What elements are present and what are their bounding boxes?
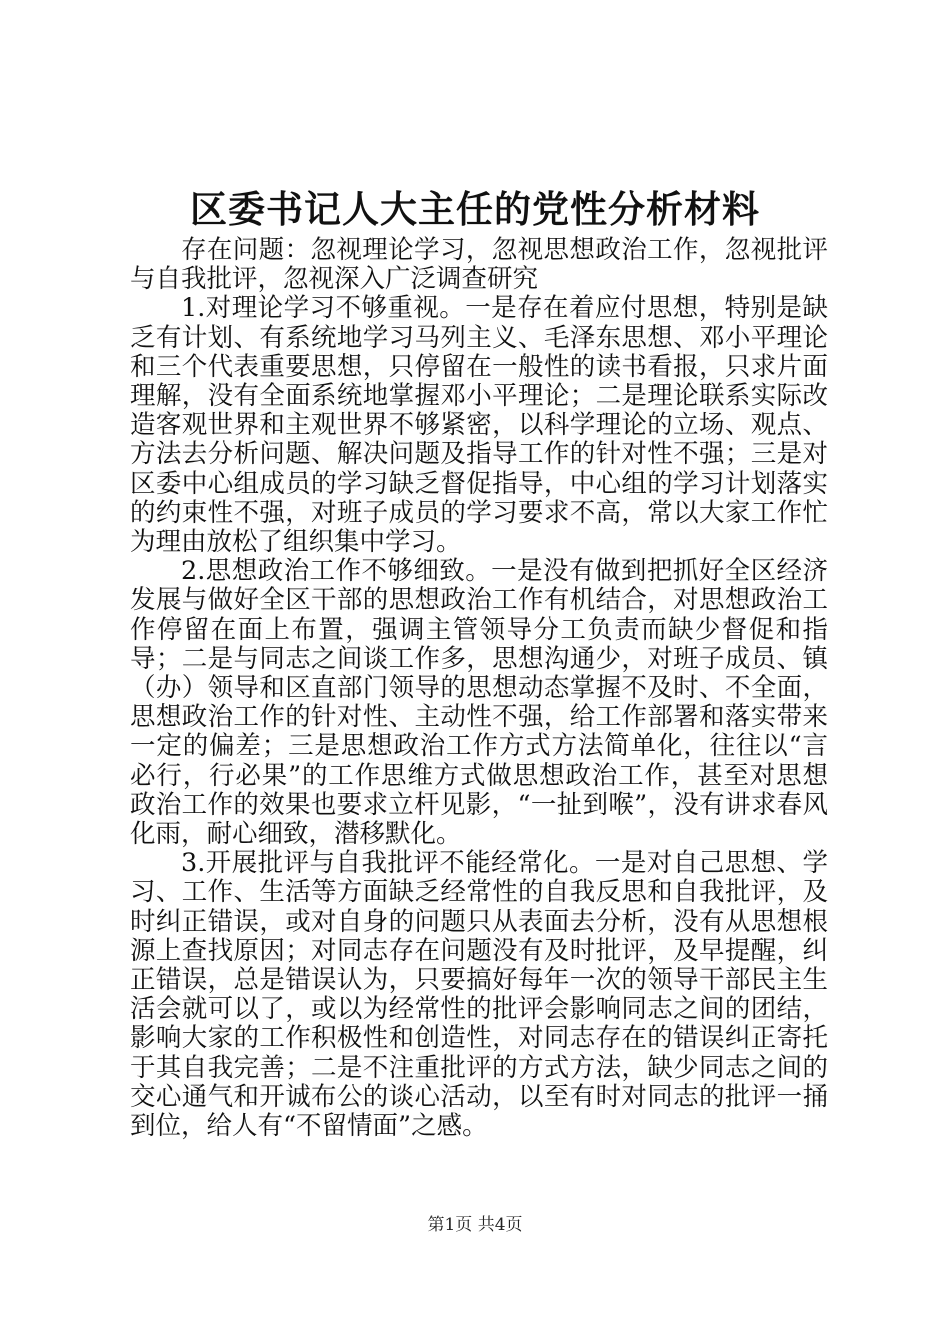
document-body — [130, 236, 828, 1141]
paragraph-political-work: 2.思想政治工作不够细致。一是没有做到把抓好全区经济发展与做好全区干部的思想政治工作有机结合，对思想政治工作停留在面上布置，强调主管领导分工负责而缺少督促和指导；二是与同志之间谈工作多，思想沟通少，对班子成员、镇（办）领导和区直部门领导的思想动态掌握不及时、不全面，思想政治工作的针对性、主动性不强，给工作部署和落实带来一定的偏差；三是思想政治工作方式方法简单化，往往以“言必行，行必果”的工作思维方式做思想政治工作，甚至对思想政治工作的效果也要求立杆见影，“一扯到喉”，没有讲求春风化雨，耐心细致，潜移默化。 — [130, 556, 828, 850]
paragraph-criticism: 3.开展批评与自我批评不能经常化。一是对自己思想、学习、工作、生活等方面缺乏经常性的自我反思和自我批评，及时纠正错误，或对自身的问题只从表面去分析，没有从思想根源上查找原因；对同志存在问题没有及时批评，及早提醒，纠正错误，总是错误认为，只要搞好每年一次的领导干部民主生活会就可以了，或以为经常性的批评会影响同志之间的团结，影响大家的工作积极性和创造性，对同志存在的错误纠正寄托于其自我完善；二是不注重批评的方式方法，缺少同志之间的交心通气和开诚布公的谈心活动，以至有时对同志的批评一捅到位，给人有“不留情面”之感。 — [130, 848, 828, 1142]
page-number-footer: 第1页 共4页 — [427, 1215, 523, 1235]
paragraph-problems-summary: 存在问题：忽视理论学习，忽视思想政治工作，忽视批评与自我批评，忽视深入广泛调查研究 — [130, 235, 828, 295]
paragraph-theory-study: 1.对理论学习不够重视。一是存在着应付思想，特别是缺乏有计划、有系统地学习马列主义、毛泽东思想、邓小平理论和三个代表重要思想，只停留在一般性的读书看报，只求片面理解，没有全面系统地掌握邓小平理论；二是理论联系实际改造客观世界和主观世界不够紧密，以科学理论的立场、观点、方法去分析问题、解决问题及指导工作的针对性不强；三是对区委中心组成员的学习缺乏督促指导，中心组的学习计划落实的约束性不强，对班子成员的学习要求不高，常以大家工作忙为理由放松了组织集中学习。 — [130, 293, 828, 558]
document-title: 区委书记人大主任的党性分析材料 — [190, 187, 760, 231]
